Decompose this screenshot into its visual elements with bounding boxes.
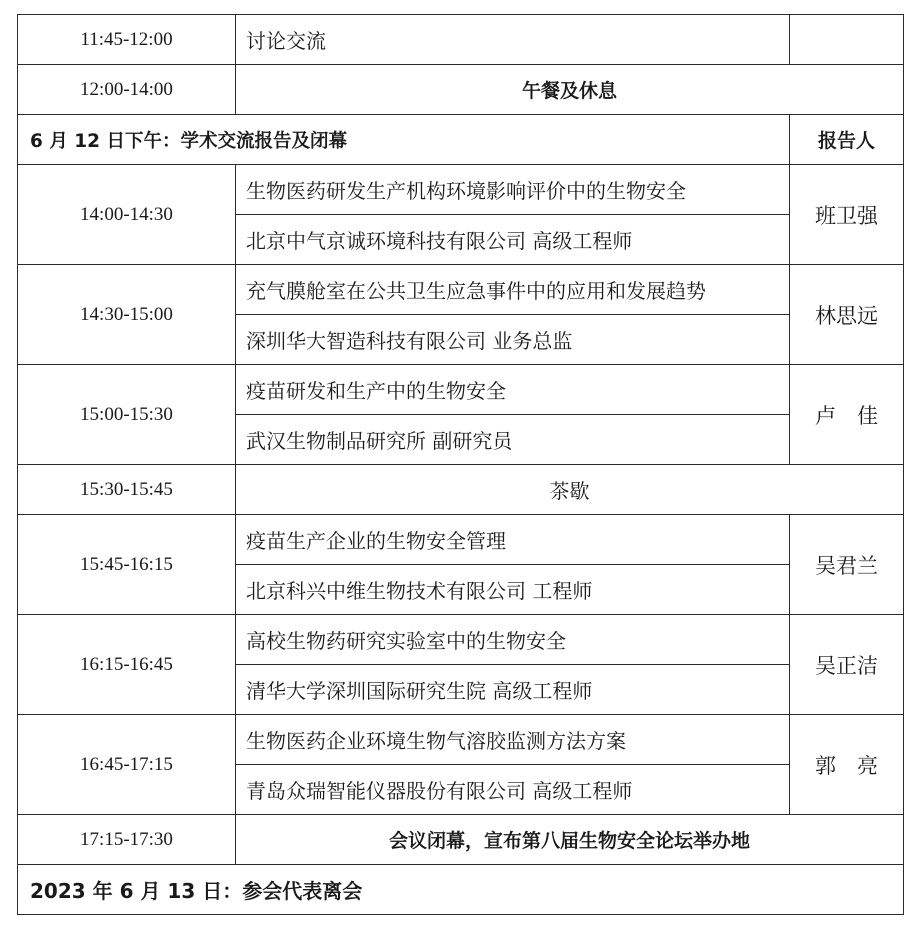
table-row — [18, 615, 904, 665]
table-row — [18, 465, 904, 515]
talk-title: 疫苗生产企业的生物安全管理 — [236, 515, 790, 565]
time-cell: 15:00-15:30 — [18, 365, 236, 465]
section-header-row — [18, 115, 904, 165]
departure-note: 2023 年 6 月 13 日：参会代表离会 — [18, 865, 904, 915]
speaker-cell — [790, 15, 904, 65]
table-row — [18, 65, 904, 115]
talk-affiliation: 清华大学深圳国际研究生院 高级工程师 — [236, 665, 790, 715]
table-row — [18, 365, 904, 415]
speaker-name: 吴正洁 — [790, 615, 904, 715]
time-cell: 14:00-14:30 — [18, 165, 236, 265]
time-cell: 15:30-15:45 — [18, 465, 236, 515]
talk-title: 生物医药企业环境生物气溶胶监测方法方案 — [236, 715, 790, 765]
closing-cell: 会议闭幕，宣布第八届生物安全论坛举办地 — [236, 815, 904, 865]
time-cell: 16:45-17:15 — [18, 715, 236, 815]
time-cell: 17:15-17:30 — [18, 815, 236, 865]
talk-affiliation: 武汉生物制品研究所 副研究员 — [236, 415, 790, 465]
talk-affiliation: 北京中气京诚环境科技有限公司 高级工程师 — [236, 215, 790, 265]
speaker-name: 吴君兰 — [790, 515, 904, 615]
talk-title: 高校生物药研究实验室中的生物安全 — [236, 615, 790, 665]
talk-title: 生物医药研发生产机构环境影响评价中的生物安全 — [236, 165, 790, 215]
speaker-column-header: 报告人 — [790, 115, 904, 165]
talk-title: 充气膜舱室在公共卫生应急事件中的应用和发展趋势 — [236, 265, 790, 315]
time-cell: 15:45-16:15 — [18, 515, 236, 615]
talk-affiliation: 青岛众瑞智能仪器股份有限公司 高级工程师 — [236, 765, 790, 815]
table-row — [18, 715, 904, 765]
table-row — [18, 515, 904, 565]
speaker-name: 郭 亮 — [790, 715, 904, 815]
speaker-name: 林思远 — [790, 265, 904, 365]
table-row — [18, 165, 904, 215]
table-row — [18, 815, 904, 865]
topic-cell: 讨论交流 — [236, 15, 790, 65]
talk-affiliation: 深圳华大智造科技有限公司 业务总监 — [236, 315, 790, 365]
talk-title: 疫苗研发和生产中的生物安全 — [236, 365, 790, 415]
time-cell: 14:30-15:00 — [18, 265, 236, 365]
tea-break-cell: 茶歇 — [236, 465, 904, 515]
schedule-table — [17, 14, 904, 915]
table-row — [18, 15, 904, 65]
time-cell: 12:00-14:00 — [18, 65, 236, 115]
speaker-name: 卢 佳 — [790, 365, 904, 465]
speaker-name: 班卫强 — [790, 165, 904, 265]
table-row — [18, 265, 904, 315]
talk-affiliation: 北京科兴中维生物技术有限公司 工程师 — [236, 565, 790, 615]
time-cell: 11:45-12:00 — [18, 15, 236, 65]
footer-row — [18, 865, 904, 915]
section-title: 6 月 12 日下午：学术交流报告及闭幕 — [18, 115, 790, 165]
time-cell: 16:15-16:45 — [18, 615, 236, 715]
lunch-break-cell: 午餐及休息 — [236, 65, 904, 115]
